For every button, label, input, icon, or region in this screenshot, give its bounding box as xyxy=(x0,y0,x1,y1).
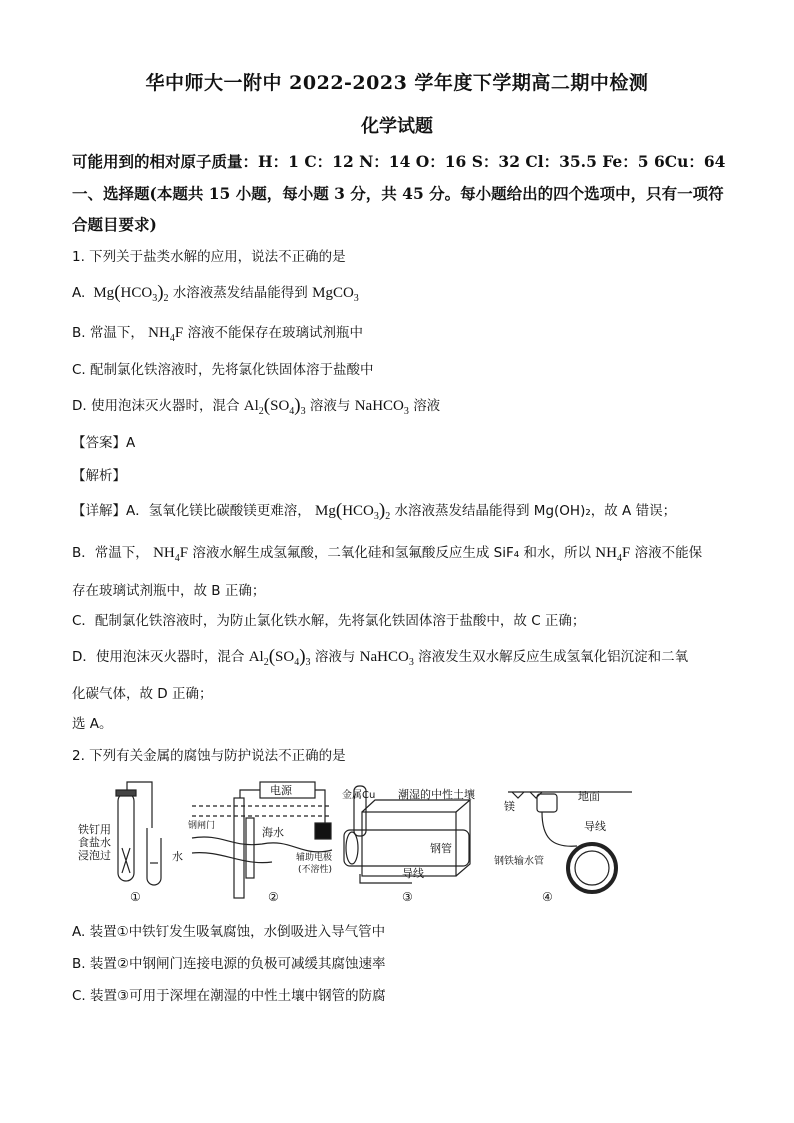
fig1-water-label: 水 xyxy=(172,850,183,863)
fig3-wire-label: 导线 xyxy=(402,867,424,880)
corrosion-apparatus-figure xyxy=(72,778,632,908)
formula-mg-hco3: $Mg(HCO_3)_2$ xyxy=(89,282,169,304)
page-subtitle: 化学试题 xyxy=(361,116,433,137)
formula-nahco3: NaHCO$_3$ xyxy=(354,398,409,417)
q1-stem: 1. 下列关于盐类水解的应用，说法不正确的是 xyxy=(72,249,346,265)
fig2-number: ② xyxy=(268,890,279,904)
q1-d-mid: 溶液与 xyxy=(309,398,351,414)
page-title: 华中师大一附中 2022-2023 学年度下学期高二期中检测 xyxy=(145,72,649,94)
section-heading-line2: 合题目要求) xyxy=(72,215,157,234)
detail-b-part1: B．常温下， xyxy=(72,545,149,561)
q1-d-label: D. 使用泡沫灭火器时，混合 xyxy=(72,398,240,414)
apparatus-1-test-tube xyxy=(116,782,161,885)
q2-stem: 2. 下列有关金属的腐蚀与防护说法不正确的是 xyxy=(72,748,346,764)
q2-option-c: C. 装置③可用于深埋在潮湿的中性土壤中钢管的防腐 xyxy=(72,988,386,1004)
q1-detail-d xyxy=(72,645,688,668)
formula-nahco3-2: NaHCO$_3$ xyxy=(359,649,414,668)
q1-answer: 【答案】A xyxy=(72,435,136,451)
q1-b-label: B. 常温下， xyxy=(72,325,144,341)
q1-d-end: 溶液 xyxy=(413,398,441,414)
formula-al2so43-2: $Al_2(SO_4)_3$ xyxy=(248,646,311,668)
formula-al2so43: $Al_2(SO_4)_3$ xyxy=(243,395,306,417)
fig2-insoluble-label: (不溶性) xyxy=(298,865,333,875)
fig2-power-label: 电源 xyxy=(270,784,292,797)
q1-a-label: A. xyxy=(72,285,86,301)
q1-b-text: 溶液不能保存在玻璃试剂瓶中 xyxy=(187,325,363,341)
fig2-sea-label: 海水 xyxy=(262,826,284,839)
fig3-number: ③ xyxy=(402,890,413,904)
fig4-number: ④ xyxy=(542,890,553,904)
fig1-label-line2: 食盐水 xyxy=(78,836,111,849)
formula-mg-hco3-2: $Mg(HCO_3)_2$ xyxy=(315,500,391,522)
fig3-pipe-label: 钢管 xyxy=(430,842,452,855)
q2-option-a: A. 装置①中铁钉发生吸氧腐蚀，水倒吸进入导气管中 xyxy=(72,924,386,940)
q1-option-d xyxy=(72,394,440,417)
q1-option-a xyxy=(72,281,359,304)
detail-d-part1: D．使用泡沫灭火器时，混合 xyxy=(72,649,245,665)
formula-mgco3: MgCO$_3$ xyxy=(312,285,359,304)
q1-detail-a xyxy=(72,499,676,522)
fig1-label-line1: 铁钉用 xyxy=(78,823,111,836)
detail-d-part2: 溶液与 xyxy=(314,649,356,665)
apparatus-2-seawater xyxy=(192,782,332,898)
detail-b-part2: 溶液水解生成氢氟酸，二氧化硅和氢氟酸反应生成 SiF₄ 和水，所以 xyxy=(192,545,591,561)
q1-option-b xyxy=(72,321,363,344)
q1-detail-c: C．配制氯化铁溶液时，为防止氯化铁水解，先将氯化铁固体溶于盐酸中，故 C 正确； xyxy=(72,613,586,629)
fig4-wire-label: 导线 xyxy=(584,820,606,833)
detail-a-part1: 【详解】A．氢氧化镁比碳酸镁更难溶， xyxy=(72,503,311,519)
q2-option-b: B. 装置②中钢闸门连接电源的负极可减缓其腐蚀速率 xyxy=(72,956,386,972)
q1-detail-b xyxy=(72,541,702,564)
q1-conclusion: 选 A。 xyxy=(72,716,113,732)
atomic-masses-line: 可能用到的相对原子质量：H：1 C：12 N：14 O：16 S：32 Cl：35.5 Fe：5 6Cu：64 xyxy=(72,152,726,171)
fig4-pipe-label: 钢铁输水管 xyxy=(494,856,544,867)
fig1-number: ① xyxy=(130,890,141,904)
fig2-gate-label: 钢闸门 xyxy=(188,821,216,831)
q1-detail-d-cont: 化碳气体，故 D 正确； xyxy=(72,686,213,702)
detail-d-part3: 溶液发生双水解反应生成氢氧化铝沉淀和二氧 xyxy=(418,649,689,665)
fig4-mg-label: 镁 xyxy=(504,800,515,813)
fig4-ground-label: 地面 xyxy=(578,790,600,803)
section-heading-line1: 一、选择题(本题共 15 小题，每小题 3 分，共 45 分。每小题给出的四个选项中，只有一项符 xyxy=(72,184,724,203)
formula-nh4f-2: $NH_4F$ xyxy=(153,545,189,564)
fig3-cu-label: 金属Cu xyxy=(342,790,376,801)
q1-option-c: C. 配制氯化铁溶液时，先将氯化铁固体溶于盐酸中 xyxy=(72,362,374,378)
formula-nh4f-3: $NH_4F$ xyxy=(595,545,631,564)
q1-detail-b-cont: 存在玻璃试剂瓶中，故 B 正确； xyxy=(72,583,266,599)
q1-analysis-tag: 【解析】 xyxy=(72,468,126,484)
detail-b-part3: 溶液不能保 xyxy=(634,545,703,561)
fig2-electrode-label: 辅助电极 xyxy=(296,853,333,863)
apparatus-4-pipeline xyxy=(508,792,632,892)
formula-nh4f: $NH_4F$ xyxy=(148,325,184,344)
q1-a-text: 水溶液蒸发结晶能得到 xyxy=(172,285,308,301)
fig1-label-line3: 浸泡过 xyxy=(78,849,111,862)
detail-a-part2: 水溶液蒸发结晶能得到 Mg(OH)₂，故 A 错误； xyxy=(394,503,677,519)
fig3-soil-label: 潮湿的中性土壤 xyxy=(398,788,475,801)
